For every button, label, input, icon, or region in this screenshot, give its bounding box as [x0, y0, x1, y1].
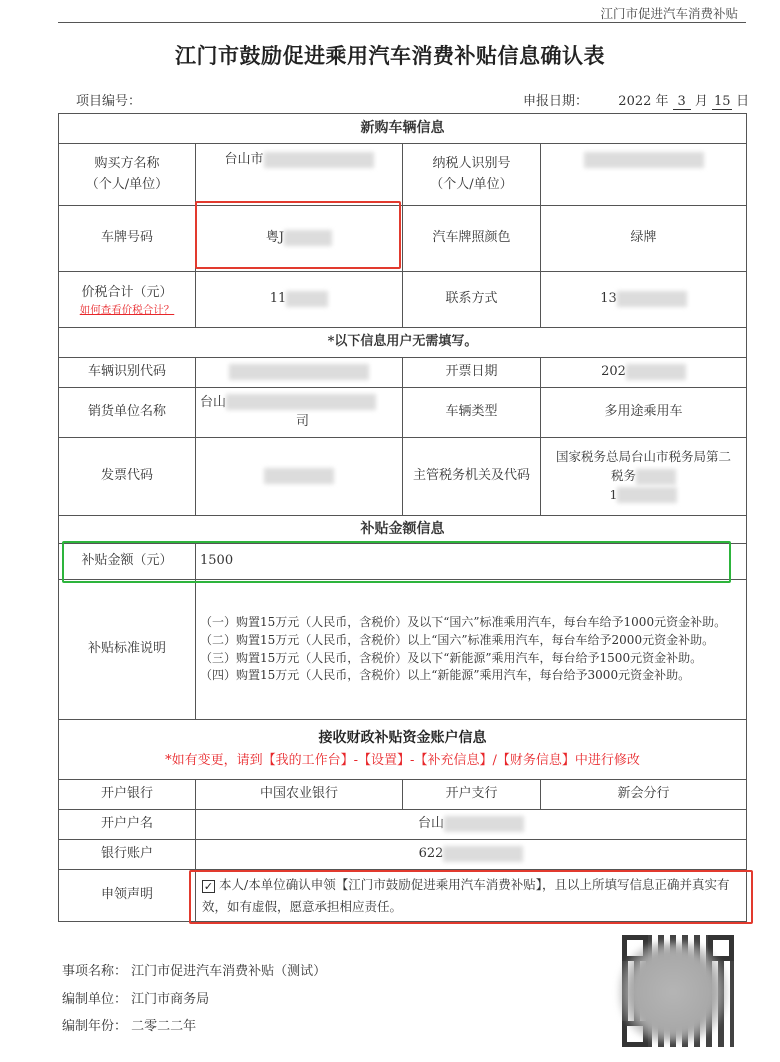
price-help-link[interactable]: 如何查看价税合计？: [79, 303, 175, 316]
redacted-price: [286, 291, 328, 307]
account-number-value: 622: [196, 840, 747, 870]
declaration-highlight-box: [189, 870, 753, 924]
subsidy-standard-item: （二）购置15万元（人民币，含税价）以上“国六”标准乘用汽车，每台车给予2000元资金补助。: [200, 632, 715, 647]
project-number-label: 项目编号：: [76, 94, 142, 109]
subsidy-standard-list: [196, 580, 747, 720]
report-year: 2022: [618, 94, 652, 109]
redacted-tax-office: [636, 469, 676, 485]
subsidy-amount-label: 补贴金额（元）: [59, 544, 196, 580]
vin-label: 车辆识别代码: [59, 358, 196, 388]
declaration-text: 本人/本单位确认申领【江门市鼓励促进乘用汽车消费补贴】，且以上所填写信息正确并真实有效，如有虚假，愿意承担相应责任。: [202, 877, 730, 914]
redacted-buyer-name: [264, 152, 374, 168]
invoice-code-value: [196, 438, 403, 516]
branch-label: 开户支行: [403, 780, 541, 810]
redacted-invoice-code: [264, 468, 334, 484]
buyer-name-value: 台山市: [196, 144, 403, 206]
footer-year: 编制年份： 二零二二年: [62, 1019, 197, 1034]
account-number-label: 银行账户: [59, 840, 196, 870]
qr-redaction-blur: [618, 942, 728, 1042]
taxpayer-id-label: 纳税人识别号 （个人/单位）: [403, 144, 541, 206]
account-name-label: 开户户名: [59, 810, 196, 840]
invoice-code-label: 发票代码: [59, 438, 196, 516]
vin-value: [196, 358, 403, 388]
contact-label: 联系方式: [403, 272, 541, 328]
report-date-label: 申报日期：: [523, 94, 589, 109]
redacted-seller: [226, 394, 376, 410]
invoice-date-value: 202: [541, 358, 747, 388]
report-date: 申报日期： 2022 年 3 月 15 日: [523, 90, 749, 110]
account-change-note: *如有变更，请到【我的工作台】-【设置】-【补充信息】/【财务信息】中进行修改: [165, 753, 640, 769]
account-name-value: 台山: [196, 810, 747, 840]
bank-label: 开户银行: [59, 780, 196, 810]
redacted-taxpayer-id: [584, 152, 704, 168]
section-account-header: [59, 720, 747, 780]
amount-highlight-box: [62, 541, 731, 583]
footer-compiler: 编制单位： 江门市商务局: [62, 992, 210, 1007]
redacted-account-name: [444, 816, 524, 832]
project-number: [76, 90, 141, 109]
contact-value: 13: [541, 272, 747, 328]
declaration-label: 申领声明: [59, 870, 196, 922]
vehicle-type-label: 车辆类型: [403, 388, 541, 438]
plate-value: 粤J: [196, 206, 403, 272]
subsidy-standard-label: 补贴标准说明: [59, 580, 196, 720]
declaration-checkbox[interactable]: ✓: [203, 880, 214, 894]
buyer-name-label: 购买方名称 （个人/单位）: [59, 144, 196, 206]
tax-office-label: 主管税务机关及代码: [403, 438, 541, 516]
plate-highlight-box: [195, 201, 401, 269]
running-title: 江门市促进汽车消费补贴: [600, 6, 738, 21]
price-label: 价税合计（元） 如何查看价税合计？: [59, 272, 196, 328]
section-vehicle-heading: 新购车辆信息: [59, 114, 747, 144]
price-value: 11: [196, 272, 403, 328]
section-subsidy-heading: 补贴金额信息: [59, 516, 747, 544]
plate-color-value: 绿牌: [541, 206, 747, 272]
seller-label: 销货单位名称: [59, 388, 196, 438]
tax-office-value: 国家税务总局台山市税务局第二 税务 1: [541, 438, 747, 516]
redacted-tax-code: [617, 487, 677, 503]
document-title: 江门市鼓励促进乘用汽车消费补贴信息确认表: [175, 43, 605, 68]
confirmation-form: [58, 113, 747, 922]
bank-value: 中国农业银行: [196, 780, 403, 810]
subsidy-standard-item: （四）购置15万元（人民币，含税价）以上“新能源”乘用汽车，每台给予3000元资金补助。: [200, 668, 691, 683]
subsidy-standard-item: （三）购置15万元（人民币，含税价）及以下“新能源”乘用汽车，每台给予1500元资金补助。: [200, 650, 703, 665]
taxpayer-id-value: [541, 144, 747, 206]
branch-value: 新会分行: [541, 780, 747, 810]
subsidy-standard-item: （一）购置15万元（人民币，含税价）及以下“国六”标准乘用汽车，每台车给予1000元资金补助。: [200, 615, 727, 629]
footer-item-name: 事项名称： 江门市促进汽车消费补贴（测试）: [62, 964, 327, 979]
redacted-vin: [229, 364, 369, 380]
report-month: 3: [673, 94, 691, 110]
page-header: [58, 0, 746, 23]
vehicle-type-value: 多用途乘用车: [541, 388, 747, 438]
plate-label: 车牌号码: [59, 206, 196, 272]
invoice-date-label: 开票日期: [403, 358, 541, 388]
subsidy-amount-value: 1500: [196, 544, 747, 580]
redacted-account-number: [443, 846, 523, 862]
plate-color-label: 汽车牌照颜色: [403, 206, 541, 272]
report-day: 15: [713, 94, 731, 109]
section-account-heading: 接收财政补贴资金账户信息: [318, 729, 487, 746]
redacted-invoice-date: [626, 364, 686, 380]
seller-value: 台山 司: [196, 388, 403, 438]
no-fill-note: *以下信息用户无需填写。: [59, 328, 747, 358]
redacted-contact: [617, 291, 687, 307]
